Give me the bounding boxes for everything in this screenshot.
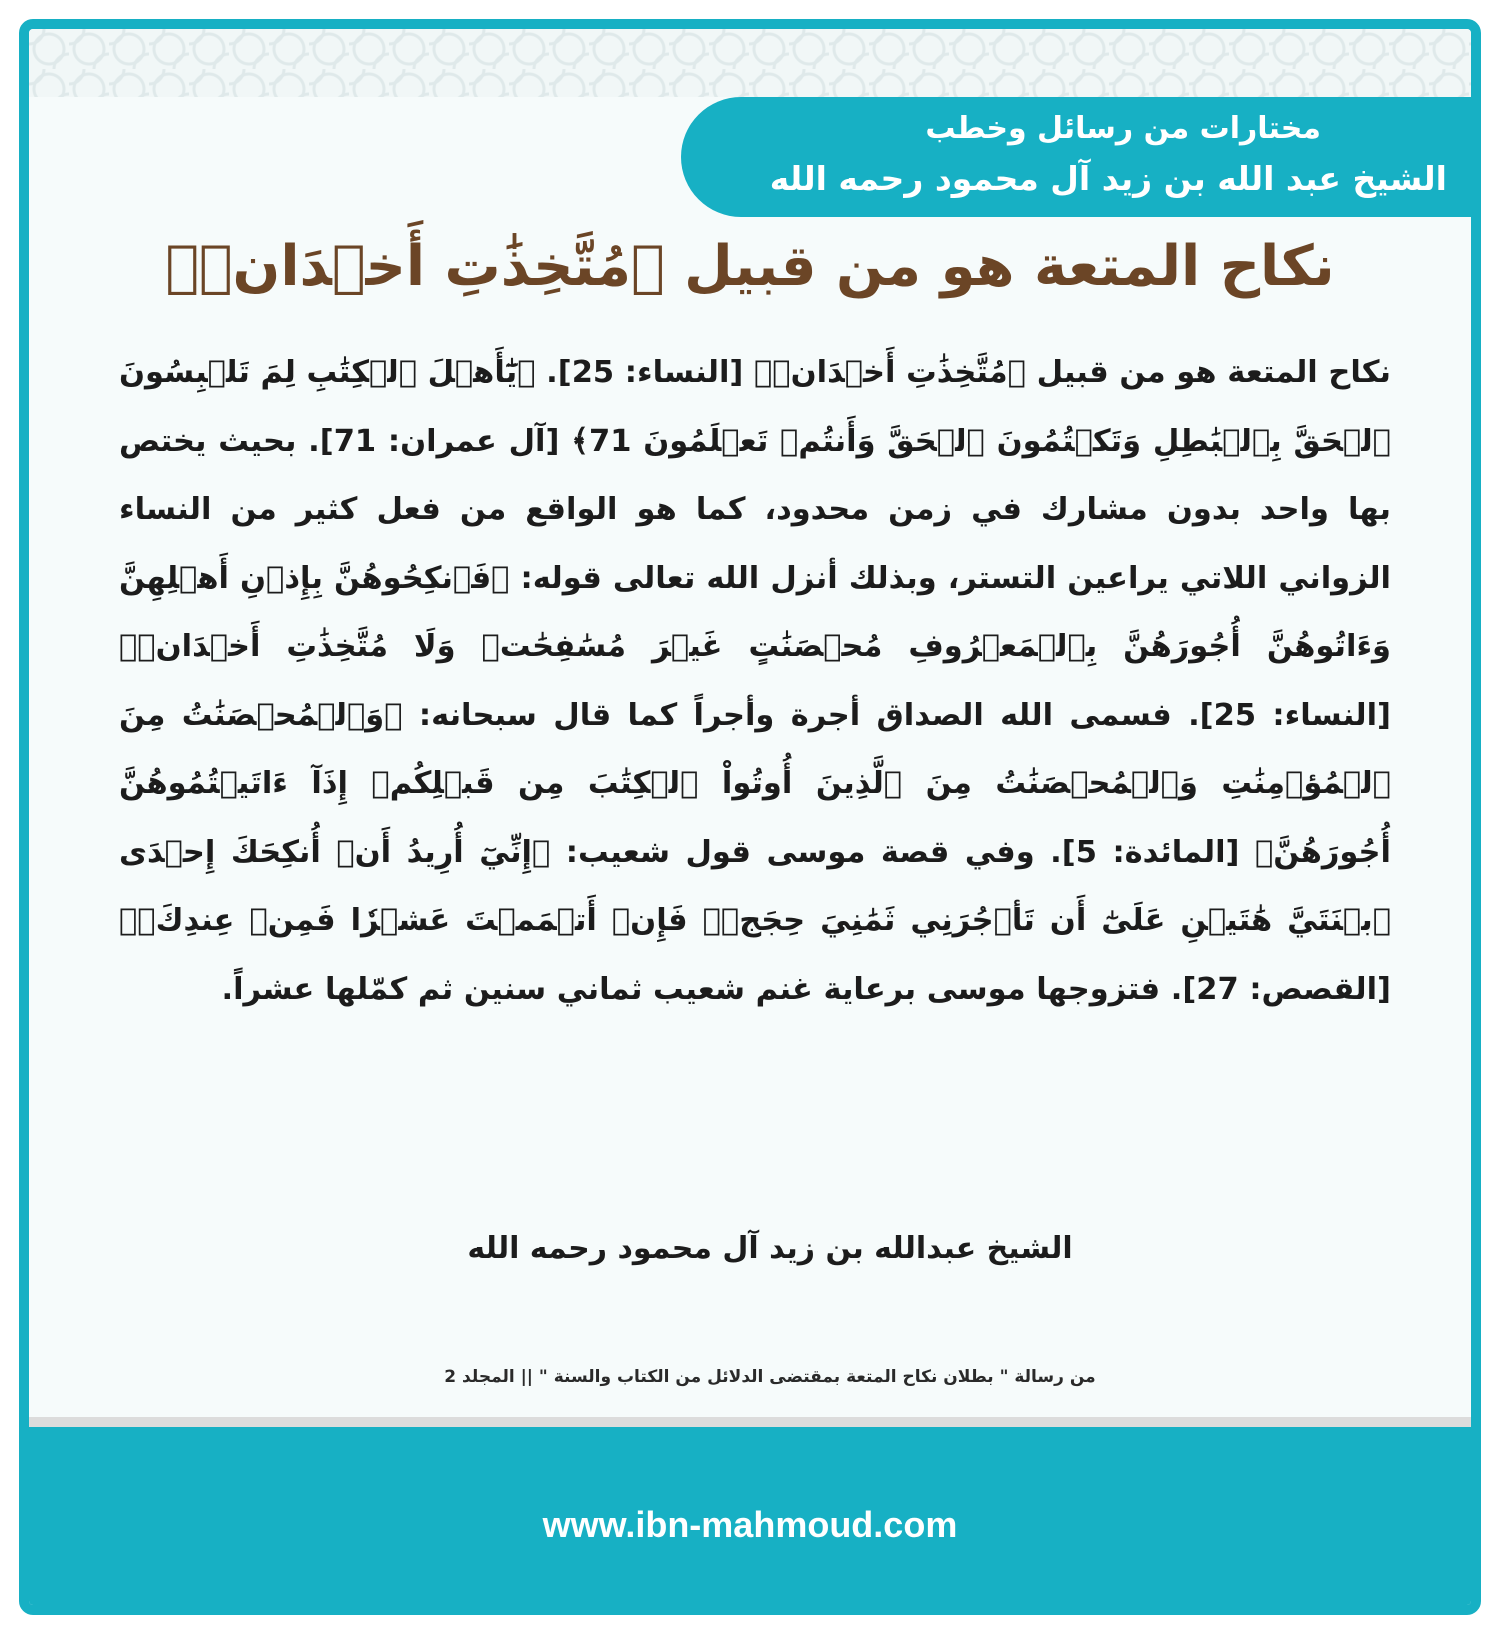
- divider: [29, 1417, 1471, 1427]
- author-title: الشيخ عبد الله بن زيد آل محمود رحمه الله: [769, 159, 1447, 198]
- website-link[interactable]: www.ibn-mahmoud.com: [542, 1504, 958, 1545]
- decorative-pattern: [29, 29, 1471, 97]
- series-title: مختارات من رسائل وخطب: [925, 111, 1321, 146]
- header-band: [681, 97, 1471, 217]
- footer-band: [29, 1427, 1471, 1605]
- source-citation: من رسالة " بطلان نكاح المتعة بمقتضى الدلائل من الكتاب والسنة " || المجلد 2: [444, 1367, 1096, 1387]
- page-title: نكاح المتعة هو من قبيل ﴿مُتَّخِذَٰتِ أَخۡدَانٖ﴾: [165, 234, 1335, 299]
- signature: الشيخ عبدالله بن زيد آل محمود رحمه الله: [467, 1231, 1073, 1266]
- article-body: نكاح المتعة هو من قبيل ﴿مُتَّخِذَٰتِ أَخۡدَانٖ﴾ [النساء: 25]. ﴿يَٰٓأَهۡلَ ٱلۡكِتَٰبِ لِمَ تَلۡبِسُونَ ٱلۡحَقَّ بِٱلۡبَٰطِلِ وَتَكۡتُمُونَ ٱلۡحَقَّ وَأَنتُمۡ تَعۡلَمُونَ 71﴾ [آل عمران: 71]. بحيث يختص بها واحد بدون مشارك في زمن محدود، كما هو الواقع من فعل كثير من النساء الزواني اللاتي يراعين التستر، وبذلك أنزل الله تعالى قوله: ﴿فَٱنكِحُوهُنَّ بِإِذۡنِ أَهۡلِهِنَّ وَءَاتُوهُنَّ أُجُورَهُنَّ بِٱلۡمَعۡرُوفِ مُحۡصَنَٰتٍ غَيۡرَ مُسَٰفِحَٰتٖ وَلَا مُتَّخِذَٰتِ أَخۡدَانٖ﴾ [النساء: 25]. فسمى الله الصداق أجرة وأجراً كما قال سبحانه: ﴿وَٱلۡمُحۡصَنَٰتُ مِنَ ٱلۡمُؤۡمِنَٰتِ وَٱلۡمُحۡصَنَٰتُ مِنَ ٱلَّذِينَ أُوتُواْ ٱلۡكِتَٰبَ مِن قَبۡلِكُمۡ إِذَآ ءَاتَيۡتُمُوهُنَّ أُجُورَهُنَّ﴾ [المائدة: 5]. وفي قصة موسى قول شعيب: ﴿إِنِّيٓ أُرِيدُ أَنۡ أُنكِحَكَ إِحۡدَى ٱبۡنَتَيَّ هَٰتَيۡنِ عَلَىٰٓ أَن تَأۡجُرَنِي ثَمَٰنِيَ حِجَجٖۖ فَإِنۡ أَتۡمَمۡتَ عَشۡرٗا فَمِنۡ عِندِكَۖ﴾ [القصص: 27]. فتزوجها موسى برعاية غنم شعيب ثماني سنين ثم كمّلها عشراً.: [119, 355, 1391, 1007]
- card-frame: [19, 19, 1481, 1615]
